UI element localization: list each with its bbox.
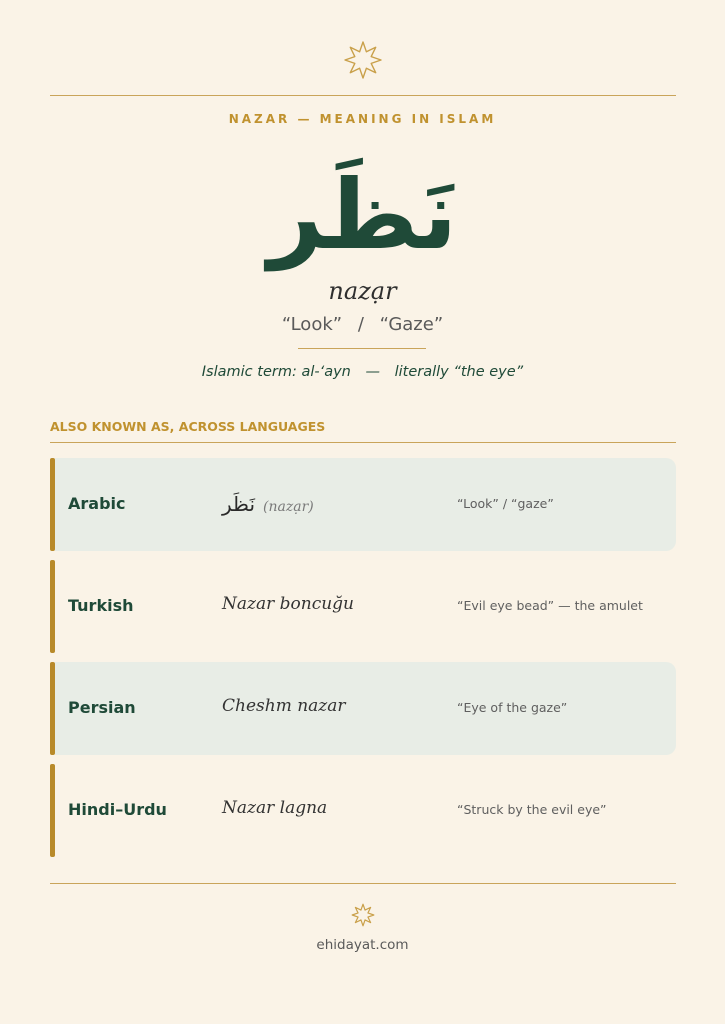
row-term: Cheshm nazar — [222, 696, 346, 716]
section-title: ALSO KNOWN AS, ACROSS LANGUAGES — [50, 419, 326, 434]
star-icon — [343, 40, 383, 80]
page-kicker: NAZAR — MEANING IN ISLAM — [228, 112, 497, 126]
row-term: Nazar boncuğu — [222, 594, 354, 614]
language-row — [50, 560, 676, 653]
language-row — [50, 458, 676, 551]
language-row — [50, 662, 676, 755]
islamic-term-line — [0, 364, 725, 380]
row-meaning: “Eye of the gaze” — [457, 700, 568, 715]
row-term — [222, 492, 314, 516]
row-language: Turkish — [68, 596, 134, 615]
footer-divider — [50, 883, 676, 884]
gloss — [0, 314, 725, 335]
section-divider — [50, 442, 676, 443]
row-language: Persian — [68, 698, 136, 717]
term-literal: literally “the eye” — [394, 364, 524, 380]
row-background — [55, 458, 676, 551]
row-meaning: “Struck by the evil eye” — [457, 802, 607, 817]
row-term-arabic: نَظَر — [222, 492, 256, 516]
top-divider — [50, 95, 676, 96]
arabic-headword: نَظَر — [267, 159, 458, 271]
row-term-transliteration: (nazạr) — [263, 499, 314, 515]
row-meaning: “Look” / “gaze” — [457, 496, 554, 511]
site-url: ehidayat.com — [316, 937, 409, 953]
transliteration: nazạr — [328, 277, 397, 305]
row-meaning: “Evil eye bead” — the amulet — [457, 598, 643, 613]
short-divider — [298, 348, 426, 349]
term-dash: — — [365, 364, 380, 380]
term-label: Islamic term: al-‘ayn — [201, 364, 351, 380]
language-row — [50, 764, 676, 857]
star-icon — [351, 903, 375, 927]
gloss-look: “Look” — [281, 314, 343, 335]
gloss-separator: / — [357, 314, 364, 335]
gloss-gaze: “Gaze” — [379, 314, 444, 335]
row-language: Arabic — [68, 494, 126, 513]
row-background — [55, 662, 676, 755]
row-term: Nazar lagna — [222, 798, 328, 818]
row-language: Hindi–Urdu — [68, 800, 167, 819]
